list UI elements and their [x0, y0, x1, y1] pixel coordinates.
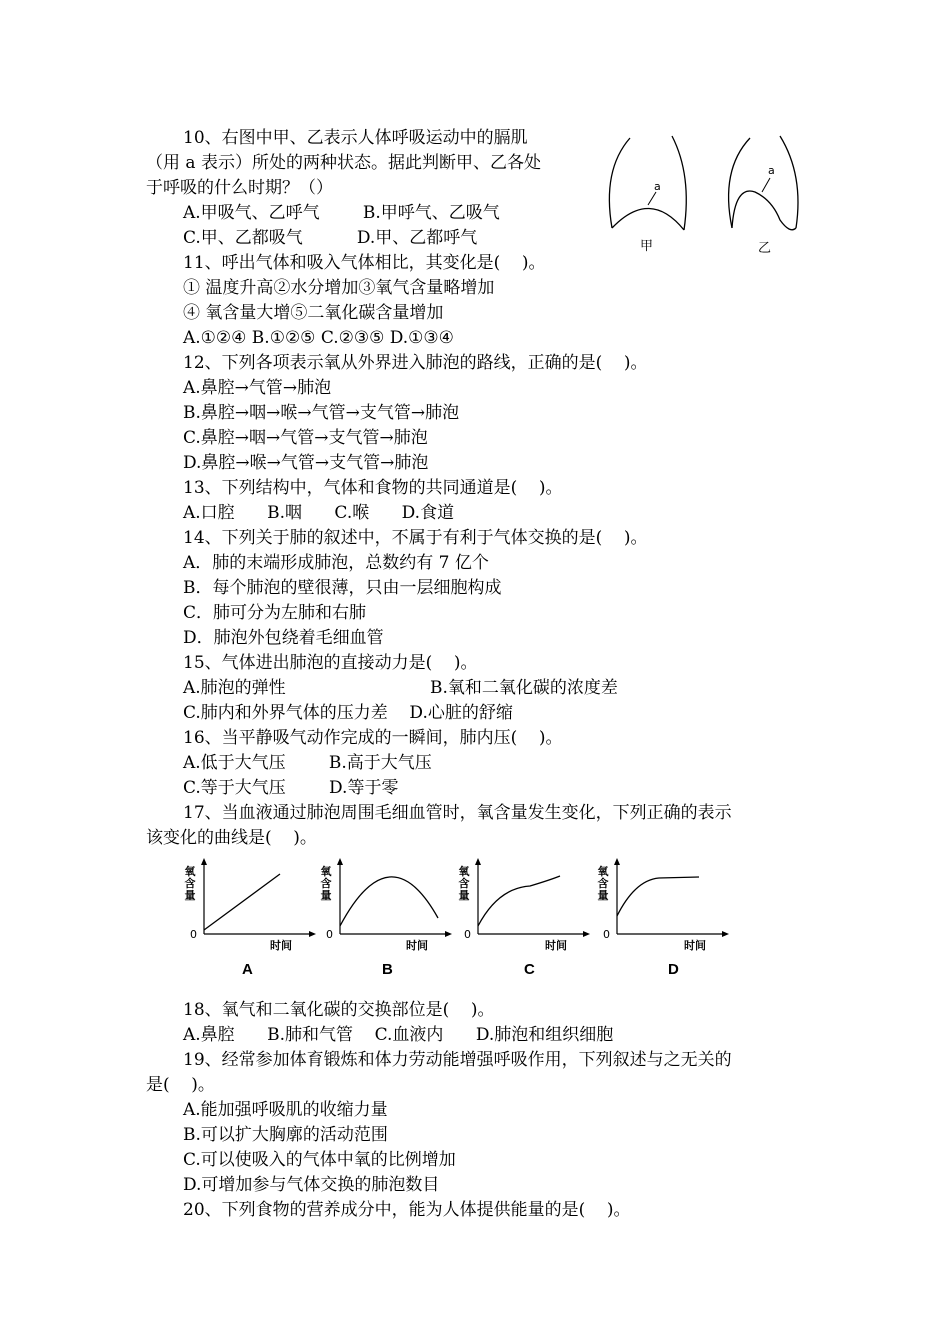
graph-a-plot	[198, 858, 318, 940]
graph-b-zero: 0	[326, 928, 333, 941]
diaphragm-figure	[600, 130, 815, 260]
graph-a-curve	[204, 874, 280, 930]
jia-label-a: a	[654, 180, 661, 193]
q13-stem: 13、下列结构中，气体和食物的共同通道是( )。	[183, 478, 563, 498]
q11-line2: ④ 氧含量大增⑤二氧化碳含量增加	[183, 303, 444, 323]
graph-c-curve	[478, 876, 560, 926]
jia-chest-outline	[609, 138, 630, 228]
graph-d-zero: 0	[603, 928, 610, 941]
graph-d-label: D	[668, 961, 679, 978]
graph-a-ylabel: 氧含量	[184, 865, 196, 902]
graph-b-label: B	[382, 961, 393, 978]
yi-diaphragm-curve	[732, 191, 796, 230]
graph-a-label: A	[242, 961, 253, 978]
q14-stem: 14、下列关于肺的叙述中，不属于有利于气体交换的是( )。	[183, 528, 648, 548]
q19-stem-line2: 是( )。	[146, 1075, 215, 1095]
q14-option-c: C．肺可分为左肺和右肺	[183, 603, 367, 623]
graph-d-xlabel: 时间	[684, 939, 706, 952]
q19-option-d: D.可增加参与气体交换的肺泡数目	[183, 1175, 440, 1195]
q12-option-a: A.鼻腔→气管→肺泡	[183, 378, 332, 398]
q16-stem: 16、当平静吸气动作完成的一瞬间，肺内压( )。	[183, 728, 563, 748]
graph-c-zero: 0	[464, 928, 471, 941]
q11-options: A.①②④ B.①②⑤ C.②③⑤ D.①③④	[183, 328, 454, 348]
q16-options-cd: C.等于大气压 D.等于零	[183, 778, 399, 798]
q14-option-d: D．肺泡外包绕着毛细血管	[183, 628, 384, 648]
q13-options: A.口腔 B.咽 C.喉 D.食道	[183, 503, 455, 523]
graph-c-label: C	[524, 961, 535, 978]
q10-stem-line3: 于呼吸的什么时期？（）	[146, 178, 333, 198]
q14-option-b: B．每个肺泡的壁很薄，只由一层细胞构成	[183, 578, 502, 598]
jia-label: 甲	[640, 239, 654, 254]
graph-a-xlabel: 时间	[270, 939, 292, 952]
q11-stem: 11、呼出气体和吸入气体相比，其变化是( )。	[183, 253, 546, 273]
q16-options-ab: A.低于大气压 B.高于大气压	[183, 753, 432, 773]
q17-stem-line2: 该变化的曲线是( )。	[146, 828, 317, 848]
q14-option-a: A．肺的末端形成肺泡，总数约有 7 亿个	[183, 553, 489, 573]
yi-label-a: a	[768, 164, 775, 177]
graph-c-plot	[472, 858, 592, 940]
graph-b-curve	[340, 877, 438, 926]
q12-stem: 12、下列各项表示氧从外界进入肺泡的路线，正确的是( )。	[183, 353, 648, 373]
graph-d-ylabel: 氧含量	[597, 865, 609, 902]
q12-option-d: D.鼻腔→喉→气管→支气管→肺泡	[183, 453, 429, 473]
yi-label: 乙	[758, 241, 772, 256]
q12-option-b: B.鼻腔→咽→喉→气管→支气管→肺泡	[183, 403, 460, 423]
jia-diaphragm-curve	[612, 208, 684, 230]
q10-options-cd: C.甲、乙都吸气 D.甲、乙都呼气	[183, 228, 478, 248]
graph-d-plot	[611, 858, 731, 940]
graph-c-ylabel: 氧含量	[458, 865, 470, 902]
q11-line1: ① 温度升高②水分增加③氧气含量略增加	[183, 278, 495, 298]
q18-options: A.鼻腔 B.肺和气管 C.血液内 D.肺泡和组织细胞	[183, 1025, 614, 1045]
q18-stem: 18、氧气和二氧化碳的交换部位是( )。	[183, 1000, 495, 1020]
q19-option-c: C.可以使吸入的气体中氧的比例增加	[183, 1150, 456, 1170]
q19-stem-line1: 19、经常参加体育锻炼和体力劳动能增强呼吸作用，下列叙述与之无关的	[183, 1050, 732, 1070]
q15-stem: 15、气体进出肺泡的直接动力是( )。	[183, 653, 478, 673]
graph-b-plot	[334, 858, 454, 940]
yi-chest-outline	[729, 138, 750, 228]
graph-d-curve	[617, 877, 699, 916]
q12-option-c: C.鼻腔→咽→气管→支气管→肺泡	[183, 428, 428, 448]
q10-stem-line1: 10、右图中甲、乙表示人体呼吸运动中的膈肌	[183, 128, 528, 148]
q15-option-a: A.肺泡的弹性	[183, 678, 286, 698]
graph-a-zero: 0	[190, 928, 197, 941]
q15-options-cd: C.肺内和外界气体的压力差 D.心脏的舒缩	[183, 703, 513, 723]
q15-option-b: B.氧和二氧化碳的浓度差	[430, 678, 618, 698]
q10-stem-line2: （用 a 表示）所处的两种状态。据此判断甲、乙各处	[146, 153, 541, 173]
graph-b-ylabel: 氧含量	[320, 865, 332, 902]
q19-option-b: B.可以扩大胸廓的活动范围	[183, 1125, 388, 1145]
graph-b-xlabel: 时间	[406, 939, 428, 952]
q17-stem-line1: 17、当血液通过肺泡周围毛细血管时，氧含量发生变化，下列正确的表示	[183, 803, 732, 823]
q19-option-a: A.能加强呼吸肌的收缩力量	[183, 1100, 388, 1120]
graph-c-xlabel: 时间	[545, 939, 567, 952]
q10-options-ab: A.甲吸气、乙呼气 B.甲呼气、乙吸气	[183, 203, 500, 223]
q20-stem: 20、下列食物的营养成分中，能为人体提供能量的是( )。	[183, 1200, 631, 1220]
